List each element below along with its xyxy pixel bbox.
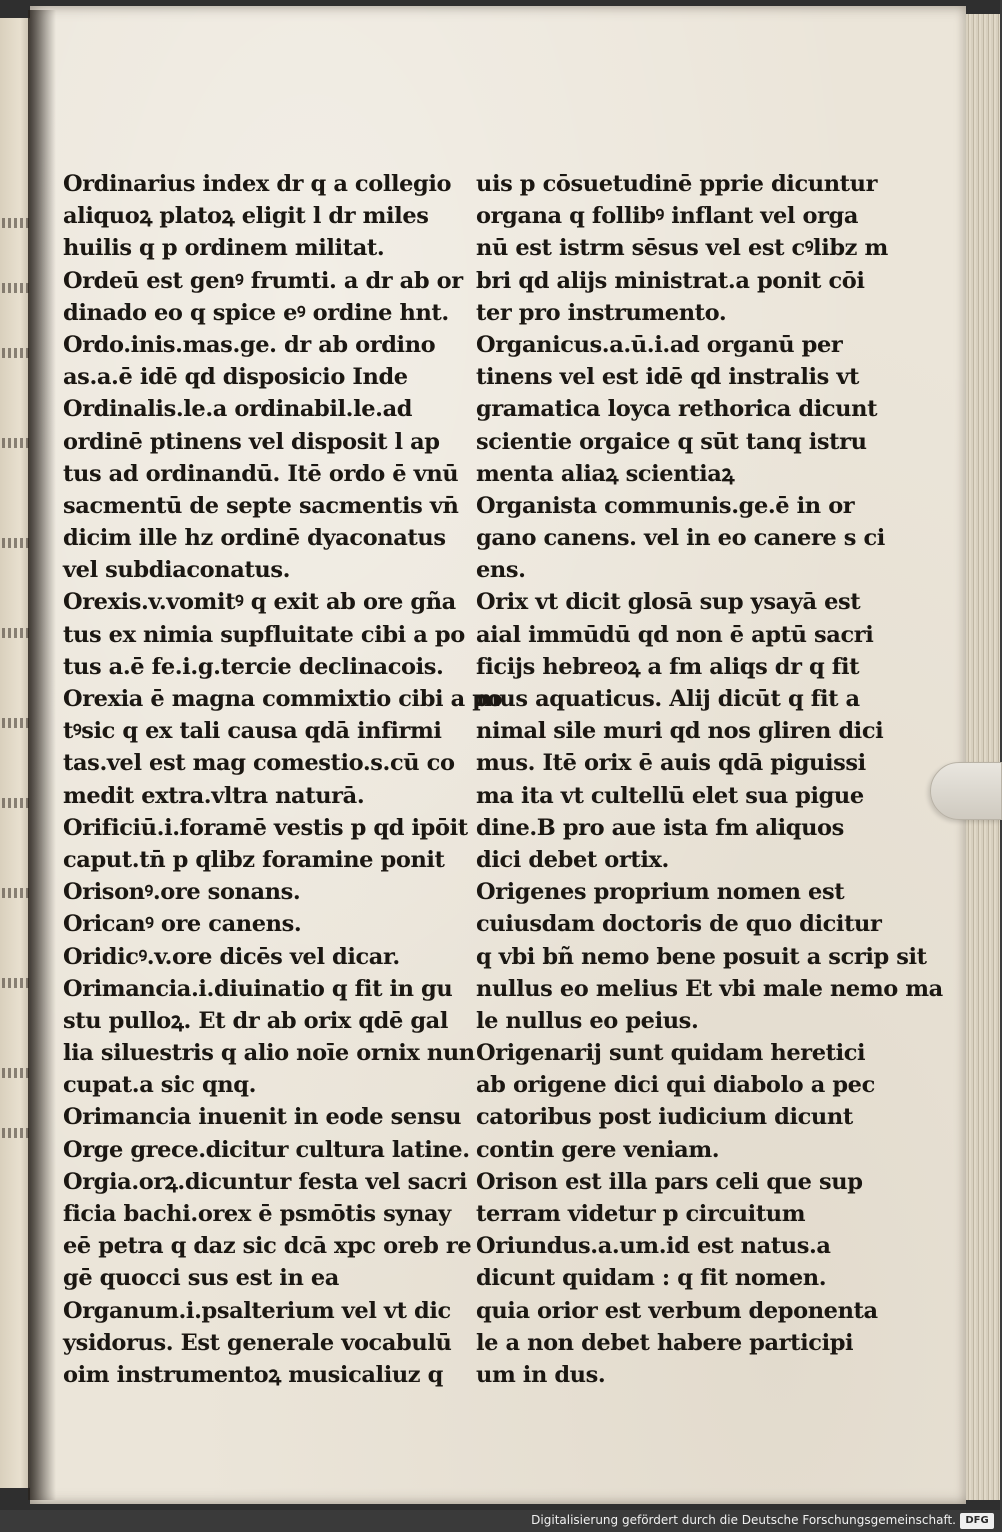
text-line: q vbi bñ nemo bene posuit a scrip sit — [476, 943, 927, 970]
text-line: Ordinarius index dr q a collegio — [63, 171, 452, 197]
text-line: le nullus eo peius. — [476, 1007, 699, 1034]
text-line: contin gere veniam. — [476, 1136, 720, 1163]
text-line: Organicus.a.ū.i.ad organū per — [476, 331, 843, 358]
text-line: menta aliaꝝ scientiaꝝ — [476, 460, 735, 487]
gutter-shadow — [28, 10, 56, 1500]
text-line: Origenes proprium nomen est — [476, 879, 845, 906]
text-line: tus a.ē fe.i.g.tercie declinacois. — [63, 653, 444, 680]
page-edges — [966, 14, 1000, 1500]
text-line: caput.tn̄ p qlibz foramine ponit — [63, 846, 445, 873]
text-line: mus. Itē orix ē auis qdā piguissi — [476, 750, 866, 777]
text-line: catoribus post iudicium dicunt — [476, 1104, 853, 1131]
text-line: Orexis.v.vomitꝰ q exit ab ore gña — [63, 589, 456, 616]
footer-bar — [0, 1510, 1000, 1532]
text-line: tus ex nimia supfluitate cibi a po — [63, 621, 465, 648]
text-line: Orison est illa pars celi que sup — [476, 1168, 863, 1195]
text-line: dine.B pro aue ista fm aliquos — [476, 814, 844, 841]
left-text-column — [63, 168, 503, 1391]
text-line: huilis q p ordinem militat. — [63, 235, 385, 262]
text-line: oim instrumentoꝝ musicaliuz q — [63, 1361, 443, 1388]
text-line: Ordinalis.le.a ordinabil.le.ad — [63, 396, 413, 423]
text-line: ficijs hebreoꝝ a fm aliqs dr q fit — [476, 653, 860, 680]
text-line: nullus eo melius Et vbi male nemo ma — [476, 975, 943, 1002]
text-line: Origenarij sunt quidam heretici — [476, 1040, 866, 1067]
text-line: aliquoꝝ platoꝝ eligit l dr miles — [63, 203, 429, 230]
text-line: lia siluestris q alio noīe ornix nun — [63, 1040, 475, 1067]
text-line: Oridicꝰ.v.ore dicēs vel dicar. — [63, 943, 400, 970]
text-line: dici debet ortix. — [476, 846, 669, 873]
text-line: ordinē ptinens vel disposit l ap — [63, 428, 440, 455]
text-line: tus ad ordinandū. Itē ordo ē vnū — [63, 460, 459, 487]
text-line: scientie orgaice q sūt tanq istru — [476, 428, 867, 455]
right-text-column — [476, 168, 943, 1391]
text-line: Orexia ē magna commixtio cibi a po — [63, 686, 503, 712]
text-line: ysidorus. Est generale vocabulū — [63, 1329, 452, 1356]
text-line: organa q follibꝰ inflant vel orga — [476, 203, 859, 230]
text-line: ter pro instrumento. — [476, 299, 727, 326]
text-line: stu pulloꝝ. Et dr ab orix qdē gal — [63, 1007, 448, 1034]
text-line: medit extra.vltra naturā. — [63, 782, 365, 809]
text-line: nimal sile muri qd nos gliren dici — [476, 718, 884, 745]
text-line: cupat.a sic qnq. — [63, 1072, 257, 1099]
text-line: Ordeū est genꝰ frumti. a dr ab or — [63, 267, 463, 294]
text-line: um in dus. — [476, 1361, 606, 1388]
text-line: vel subdiaconatus. — [63, 557, 291, 584]
text-line: nū est istrm sēsus vel est cꝰlibz m — [476, 235, 888, 262]
text-line: Orgia.orꝝ.dicuntur festa vel sacri — [63, 1168, 467, 1195]
text-line: tꝰsic q ex tali causa qdā infirmi — [63, 718, 442, 745]
text-line: uis p cōsuetudinē pprie dicuntur — [476, 171, 878, 197]
text-line: gramatica loyca rethorica dicunt — [476, 396, 878, 423]
text-line: Orge grece.dicitur cultura latine. — [63, 1136, 470, 1163]
text-line: gē quocci sus est in ea — [63, 1265, 339, 1292]
text-line: ma ita vt cultellū elet sua pigue — [476, 782, 864, 809]
page-marker-tab — [930, 762, 1002, 820]
text-line: dinado eo q spice eꝰ ordine hnt. — [63, 299, 449, 326]
text-line: ens. — [476, 557, 526, 584]
text-line: tinens vel est idē qd instralis vt — [476, 364, 860, 391]
text-line: sacmentū de septe sacmentis vn̄ — [63, 492, 459, 519]
text-line: Organista communis.ge.ē in or — [476, 492, 855, 519]
text-line: gano canens. vel in eo canere s ci — [476, 525, 885, 552]
text-line: ab origene dici qui diabolo a pec — [476, 1072, 875, 1099]
text-line: Oriundus.a.um.id est natus.a — [476, 1233, 831, 1260]
text-line: mus aquaticus. Alij dicūt q fit a — [476, 686, 860, 712]
text-line: terram videtur p circuitum — [476, 1201, 806, 1227]
text-line: Orix vt dicit glosā sup ysayā est — [476, 589, 861, 616]
text-line: as.a.ē idē qd disposicio Inde — [63, 364, 408, 391]
funding-credit: Digitalisierung gefördert durch die Deutsche Forschungsgemeinschaft. — [531, 1513, 956, 1527]
text-line: aial immūdū qd non ē aptū sacri — [476, 621, 874, 648]
text-line: Orificiū.i.foramē vestis p qd ipōit — [63, 814, 468, 841]
dfg-logo: DFG — [960, 1513, 994, 1529]
text-line: Oricanꝰ ore canens. — [63, 911, 302, 938]
text-line: quia orior est verbum deponenta — [476, 1297, 878, 1324]
text-line: dicunt quidam : q fit nomen. — [476, 1265, 827, 1292]
text-line: eē petra q daz sic dcā xpc oreb re — [63, 1233, 472, 1260]
text-line: Organum.i.psalterium vel vt dic — [63, 1297, 451, 1324]
text-line: Orimancia.i.diuinatio q fit in gu — [63, 975, 453, 1002]
text-line: tas.vel est mag comestio.s.cū co — [63, 750, 455, 777]
text-line: cuiusdam doctoris de quo dicitur — [476, 911, 882, 938]
text-line: ficia bachi.orex ē psmōtis synay — [63, 1201, 451, 1227]
text-line: Orisonꝰ.ore sonans. — [63, 879, 301, 906]
text-line: bri qd alijs ministrat.a ponit cōi — [476, 267, 865, 294]
text-line: le a non debet habere participi — [476, 1329, 854, 1356]
text-line: dicim ille hz ordinē dyaconatus — [63, 525, 446, 552]
text-line: Orimancia inuenit in eode sensu — [63, 1104, 462, 1131]
text-line: Ordo.inis.mas.ge. dr ab ordino — [63, 331, 436, 358]
